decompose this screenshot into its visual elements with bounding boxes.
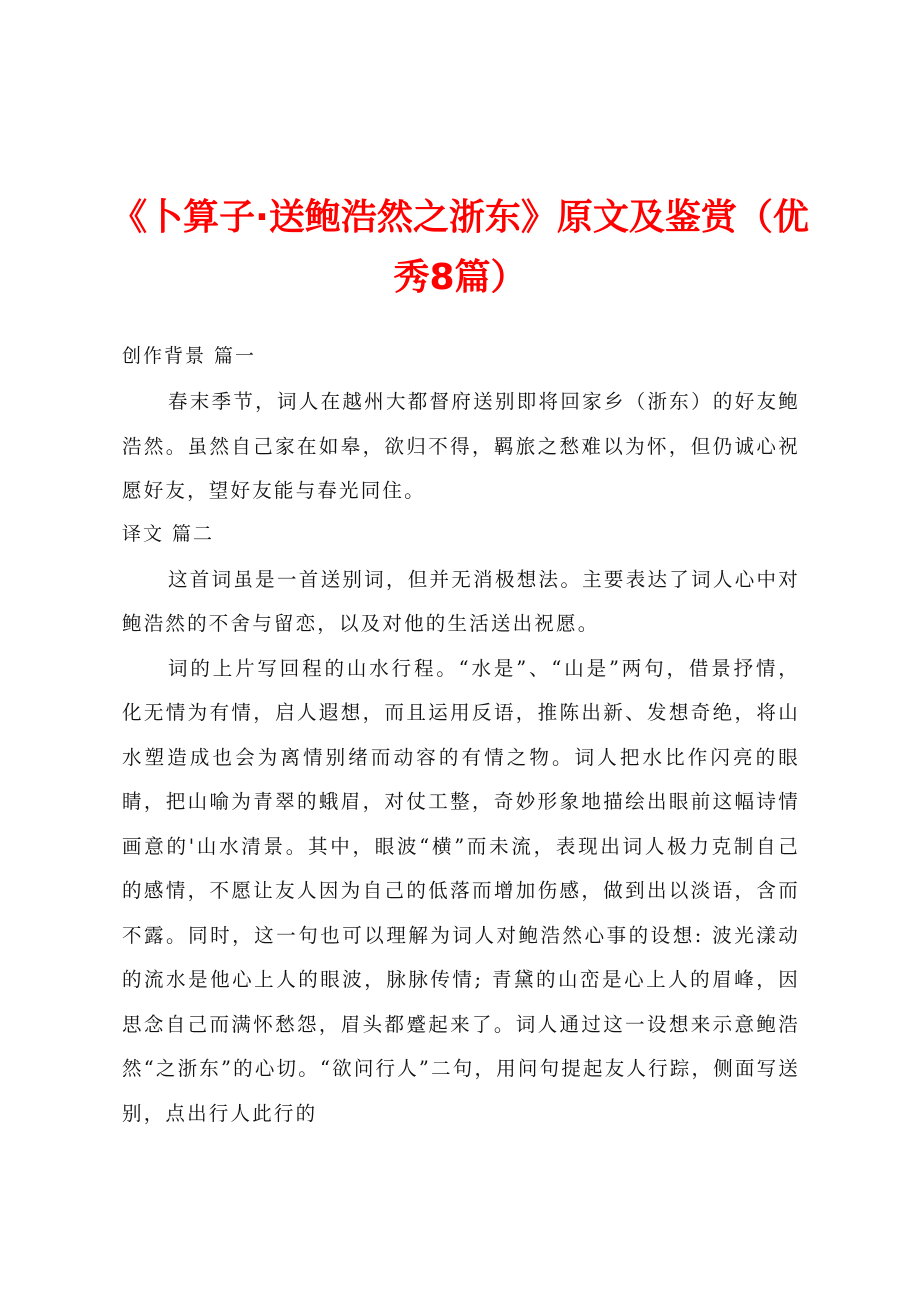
title-line-2: 秀8篇） bbox=[393, 257, 527, 298]
document-body bbox=[122, 336, 800, 1136]
section-heading-1: 创作背景 篇一 bbox=[122, 345, 257, 367]
paragraph-analysis: 词的上片写回程的山水行程。“水是”、“山是”两句，借景抒情，化无情为有情，启人遐想，而且运用反语，推陈出新、发想奇绝，将山水塑造成也会为离情别绪而动容的有情之物。词人把水比作闪亮的眼睛，把山喻为青翠的蛾眉，对仗工整，奇妙形象地描绘出眼前这幅诗情画意的'山水清景。其中，眼波“横”而未流，表现出词人极力克制自己的感情，不愿让友人因为自己的低落而增加伤感，做到出以淡语，含而不露。同时，这一句也可以理解为词人对鲍浩然心事的设想: 波光漾动的流水是他心上人的眼波，脉脉传情; 青黛的山峦是心上人的眉峰，因思念自己而满怀愁怨，眉头都蹙起来了。词人通过这一设想来示意鲍浩然“之浙东”的心切。“欲问行人”二句，用问句提起友人行踪，侧面写送别，点出行人此行的 bbox=[122, 656, 800, 1125]
paragraph-summary: 这首词虽是一首送别词，但并无消极想法。主要表达了词人心中对鲍浩然的不舍与留恋，以及对他的生活送出祝愿。 bbox=[122, 567, 800, 635]
title-line-1: 《卜算子·送鲍浩然之浙东》原文及鉴赏（优 bbox=[111, 197, 809, 238]
section-heading-2: 译文 篇二 bbox=[122, 522, 215, 545]
paragraph-background: 春末季节，词人在越州大都督府送别即将回家乡（浙东）的好友鲍浩然。虽然自己家在如皋，欲归不得，羁旅之愁难以为怀，但仍诚心祝愿好友，望好友能与春光同住。 bbox=[122, 390, 800, 502]
document-title bbox=[110, 188, 810, 308]
